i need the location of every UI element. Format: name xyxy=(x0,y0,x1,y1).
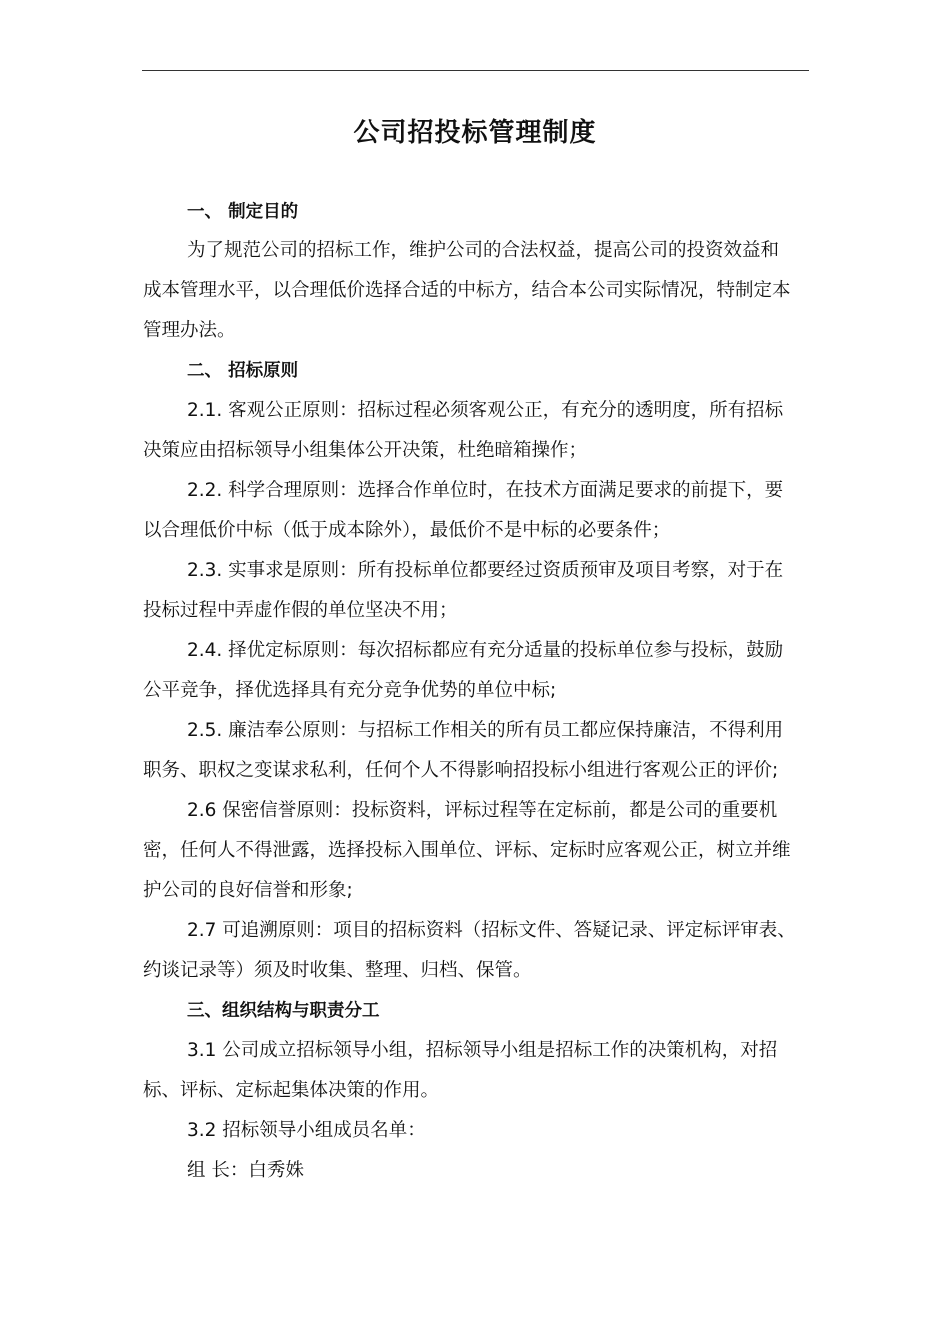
paragraph-line: 投标过程中弄虚作假的单位坚决不用； xyxy=(143,600,458,621)
paragraph-line: 2.6 保密信誉原则：投标资料，评标过程等在定标前，都是公司的重要机 xyxy=(187,800,778,821)
paragraph-line: 密，任何人不得泄露，选择投标入围单位、评标、定标时应客观公正，树立并维 xyxy=(143,840,791,861)
paragraph-line: 为了规范公司的招标工作，维护公司的合法权益，提高公司的投资效益和 xyxy=(187,240,780,261)
paragraph-line: 以合理低价中标（低于成本除外），最低价不是中标的必要条件； xyxy=(143,520,671,541)
paragraph-line: 成本管理水平，以合理低价选择合适的中标方，结合本公司实际情况，特制定本 xyxy=(143,280,791,301)
section-heading: 三、组织结构与职责分工 xyxy=(187,1001,380,1021)
paragraph-line: 组 长：白秀姝 xyxy=(187,1160,304,1181)
section-heading: 一、 制定目的 xyxy=(187,202,299,222)
paragraph-line: 3.1 公司成立招标领导小组，招标领导小组是招标工作的决策机构，对招 xyxy=(187,1040,778,1061)
paragraph-line: 管理办法。 xyxy=(143,320,236,341)
paragraph-line: 公平竞争，择优选择具有充分竞争优势的单位中标; xyxy=(143,680,557,701)
paragraph-line: 护公司的良好信誉和形象; xyxy=(143,880,353,901)
paragraph-line: 2.5. 廉洁奉公原则：与招标工作相关的所有员工都应保持廉洁，不得利用 xyxy=(187,720,784,741)
paragraph-line: 标、评标、定标起集体决策的作用。 xyxy=(143,1080,440,1101)
paragraph-line: 2.4. 择优定标原则：每次招标都应有充分适量的投标单位参与投标，鼓励 xyxy=(187,640,784,661)
paragraph-line: 2.7 可追溯原则：项目的招标资料（招标文件、答疑记录、评定标评审表、 xyxy=(187,920,796,941)
paragraph-line: 约谈记录等）须及时收集、整理、归档、保管。 xyxy=(143,960,532,981)
header-rule xyxy=(142,70,809,71)
document-title: 公司招投标管理制度 xyxy=(353,118,597,148)
paragraph-line: 决策应由招标领导小组集体公开决策，杜绝暗箱操作； xyxy=(143,440,588,461)
section-heading: 二、 招标原则 xyxy=(187,361,299,381)
paragraph-line: 职务、职权之变谋求私利，任何个人不得影响招投标小组进行客观公正的评价; xyxy=(143,760,779,781)
paragraph-line: 2.2. 科学合理原则：选择合作单位时，在技术方面满足要求的前提下，要 xyxy=(187,480,784,501)
paragraph-line: 2.1. 客观公正原则：招标过程必须客观公正，有充分的透明度，所有招标 xyxy=(187,400,784,421)
paragraph-line: 2.3. 实事求是原则：所有投标单位都要经过资质预审及项目考察，对于在 xyxy=(187,560,784,581)
paragraph-line: 3.2 招标领导小组成员名单： xyxy=(187,1120,426,1141)
